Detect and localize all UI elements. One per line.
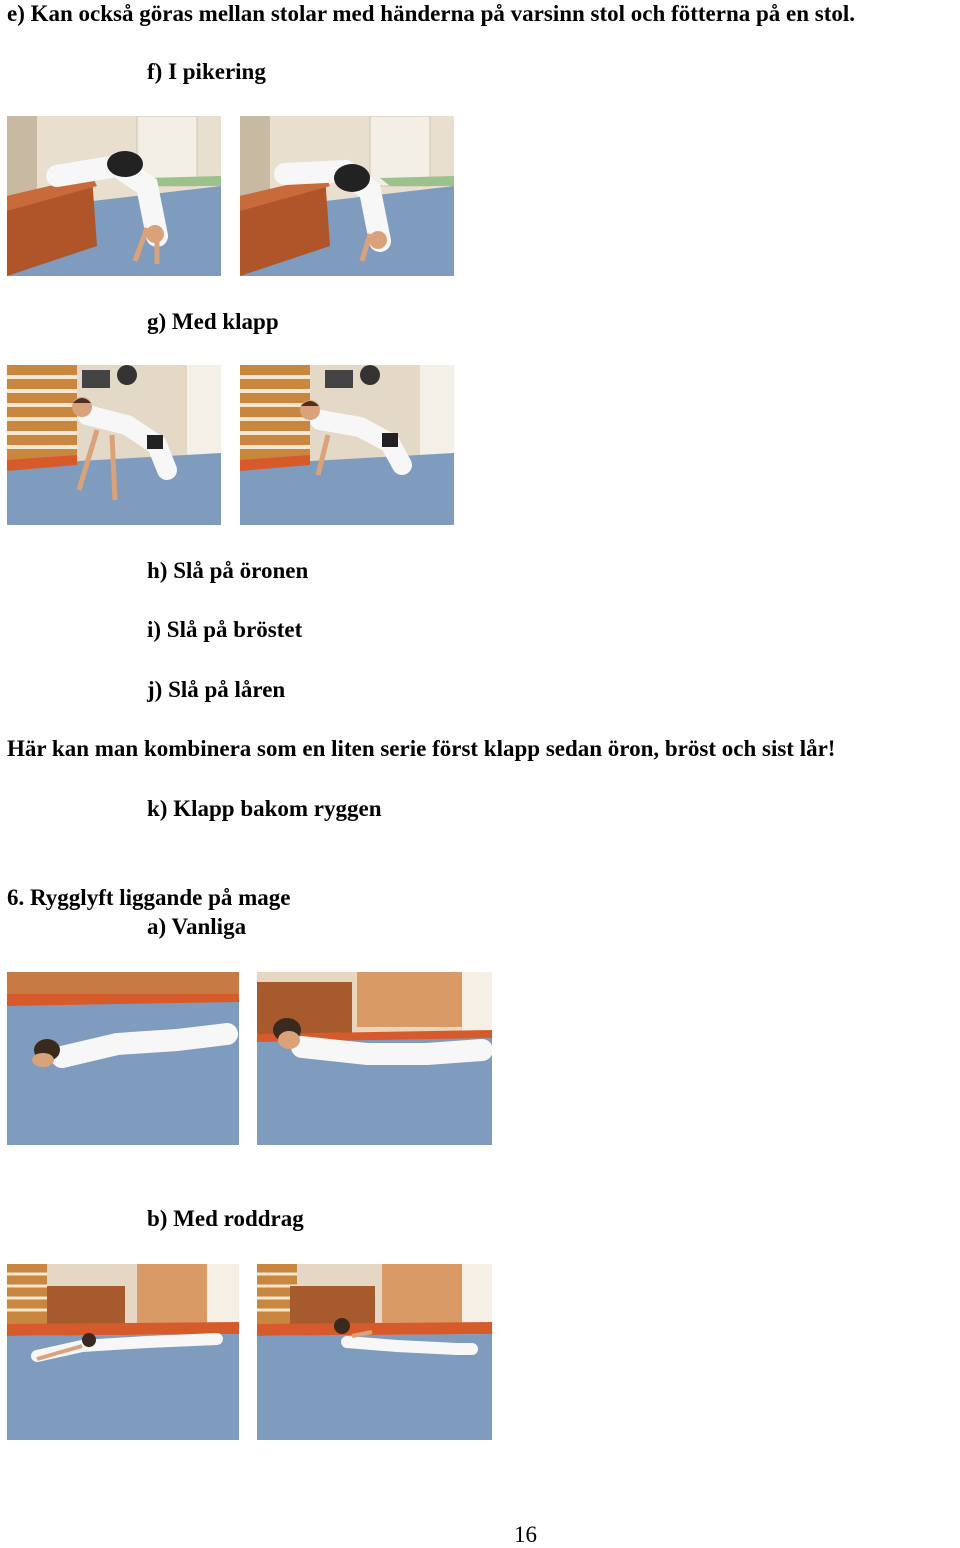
exercise-g-heading: g) Med klapp — [147, 309, 279, 334]
photo-clap-pushup-1 — [7, 365, 221, 525]
photo-rowing-back-lift-1 — [7, 1264, 239, 1440]
photo-rowing-back-lift-2 — [257, 1264, 492, 1440]
combination-note: Här kan man kombinera som en liten serie först klapp sedan öron, bröst och sist lår! — [7, 736, 836, 761]
exercise-i-heading: i) Slå på bröstet — [147, 617, 303, 642]
exercise-6a-heading: a) Vanliga — [147, 914, 247, 939]
exercise-k-heading: k) Klapp bakom ryggen — [147, 796, 382, 821]
exercise-e-text: e) Kan också göras mellan stolar med händerna på varsinn stol och fötterna på en stol. — [7, 1, 856, 26]
exercise-6b-heading: b) Med roddrag — [147, 1206, 304, 1231]
photo-pike-pushup-2 — [240, 116, 454, 276]
page-number: 16 — [514, 1522, 537, 1547]
photo-clap-pushup-2 — [240, 365, 454, 525]
exercise-j-heading: j) Slå på låren — [147, 677, 286, 702]
photo-pike-pushup-1 — [7, 116, 221, 276]
photo-back-lift-1 — [7, 972, 239, 1145]
exercise-f-heading: f) I pikering — [147, 59, 266, 84]
photo-back-lift-2 — [257, 972, 492, 1145]
section-6-heading: 6. Rygglyft liggande på mage — [7, 885, 291, 910]
exercise-h-heading: h) Slå på öronen — [147, 558, 309, 583]
